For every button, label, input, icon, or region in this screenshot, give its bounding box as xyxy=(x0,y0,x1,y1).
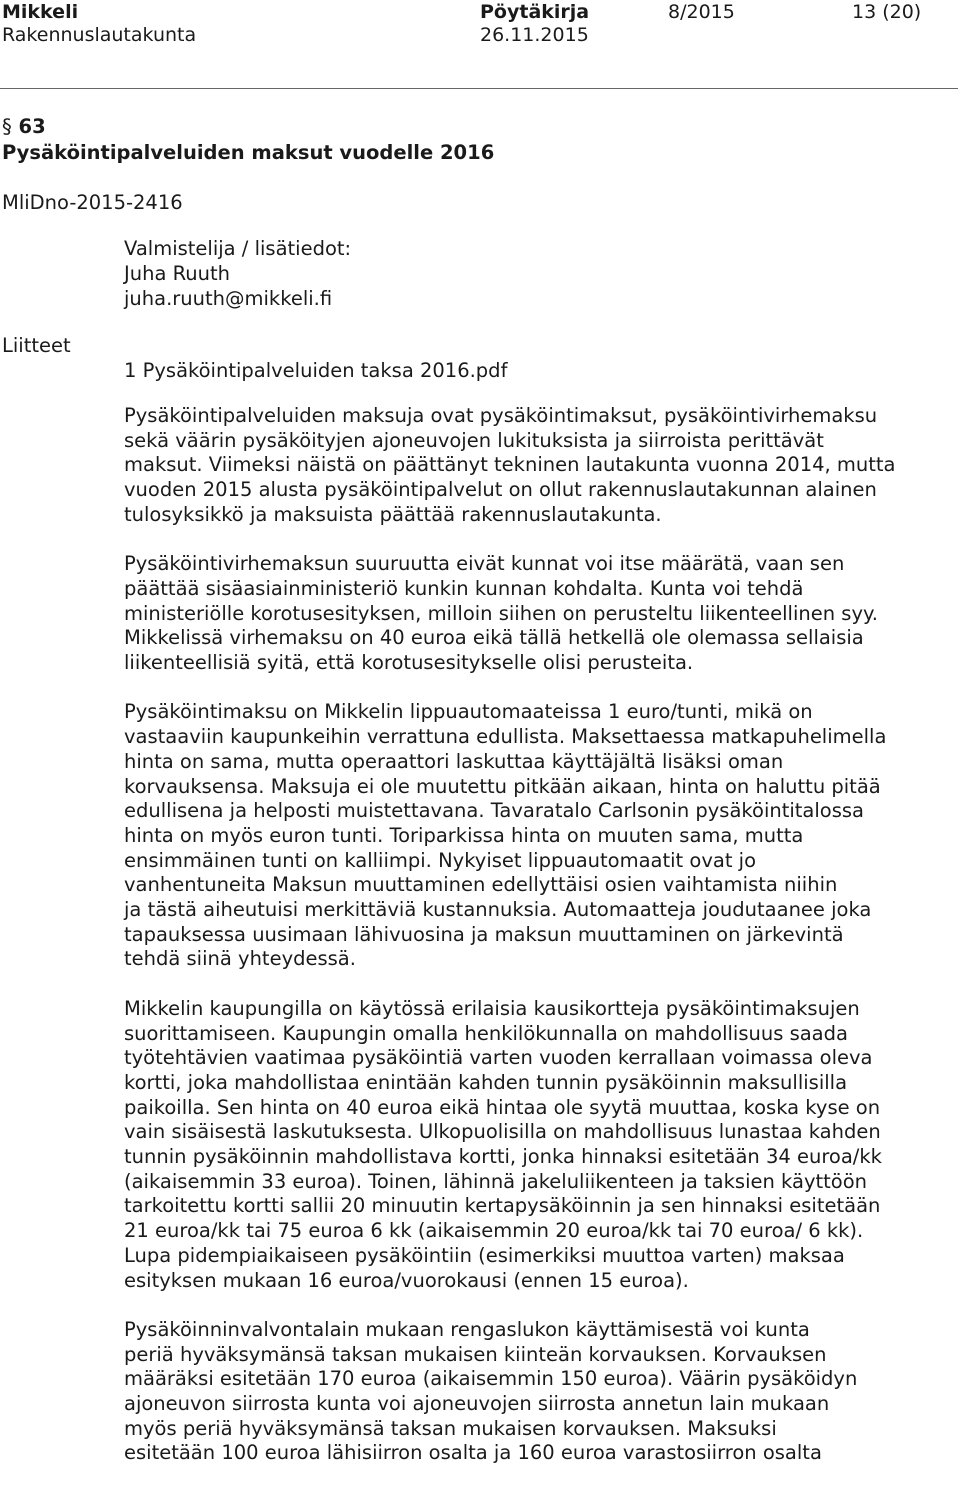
paragraph-line: tapauksessa uusimaan lähivuosina ja maksun muuttaminen on järkevintä xyxy=(124,922,844,946)
paragraph-line: suorittamiseen. Kaupungin omalla henkilökunnalla on mahdollisuus saada xyxy=(124,1021,848,1045)
paragraph-line: myös periä hyväksymänsä taksan mukaisen korvauksen. Maksuksi xyxy=(124,1416,777,1440)
paragraph-line: Pysäköintipalveluiden maksuja ovat pysäköintimaksut, pysäköintivirhemaksu xyxy=(124,404,878,427)
preparer-email: juha.ruuth@mikkeli.fi xyxy=(124,287,333,310)
paragraph-line: hinta on myös euron tunti. Toriparkissa hinta on muuten sama, mutta xyxy=(124,823,804,847)
section-number: 63 xyxy=(18,115,46,138)
paragraph-line: korvauksensa. Maksuja ei ole muutettu pitkään aikaan, hinta on haluttu pitää xyxy=(124,774,881,798)
paragraph-line: vain sisäisestä laskutuksesta. Ulkopuolisilla on mahdollisuus lunastaa kahden xyxy=(124,1120,881,1144)
paragraph-line: Pysäköinninvalvontalain mukaan rengaslukon käyttämisestä voi kunta xyxy=(124,1317,810,1341)
body-text xyxy=(124,404,914,1491)
paragraph-line: tehdä siinä yhteydessä. xyxy=(124,947,356,971)
paragraph-line: Pysäköintimaksu on Mikkelin lippuautomaateissa 1 euro/tunti, mikä on xyxy=(124,700,813,724)
paragraph-line: tulosyksikkö ja maksuista päättää rakennuslautakunta. xyxy=(124,502,662,526)
paragraph xyxy=(124,1318,914,1466)
paragraph-line: sekä väärin pysäköityjen ajoneuvojen lukituksista ja siirroista perittävät xyxy=(124,428,824,452)
org-name: Mikkeli xyxy=(2,1,79,23)
paragraph-line: Mikkelin kaupungilla on käytössä erilaisia kausikortteja pysäköintimaksujen xyxy=(124,996,860,1020)
paragraph-line: vuoden 2015 alusta pysäköintipalvelut on ollut rakennuslautakunnan alainen xyxy=(124,478,877,502)
paragraph-line: hinta on sama, mutta operaattori laskuttaa käyttäjältä lisäksi oman xyxy=(124,749,784,773)
paragraph-line: vastaaviin kaupunkeihin verrattuna edullista. Maksettaessa matkapuhelimella xyxy=(124,725,887,749)
paragraph-line: esityksen mukaan 16 euroa/vuorokausi (ennen 15 euroa). xyxy=(124,1268,689,1292)
document-number: 8/2015 xyxy=(668,1,735,23)
paragraph-line: tarkoitettu kortti sallii 20 minuutin kertapysäköinnin ja sen hinnaksi esitetään xyxy=(124,1194,881,1218)
paragraph-line: ja tästä aiheutuisi merkittäviä kustannuksia. Automaatteja joudutaanee joka xyxy=(124,898,872,922)
page-number: 13 (20) xyxy=(852,1,922,23)
paragraph-line: ensimmäinen tunti on kalliimpi. Nykyiset lippuautomaatit ovat jo xyxy=(124,848,757,872)
paragraph-line: periä hyväksymänsä taksan mukaisen kiinteän korvauksen. Korvauksen xyxy=(124,1342,827,1366)
attachment-item[interactable]: 1 Pysäköintipalveluiden taksa 2016.pdf xyxy=(124,359,508,382)
paragraph xyxy=(124,404,914,528)
paragraph xyxy=(124,552,914,676)
paragraph-line: tunnin pysäköinnin mahdollistava kortti, jonka hinnaksi esitetään 34 euroa/kk xyxy=(124,1145,882,1169)
paragraph-line: ajoneuvon siirrosta kunta voi ajoneuvojen siirrosta annetun lain mukaan xyxy=(124,1392,830,1416)
paragraph-line: 21 euroa/kk tai 75 euroa 6 kk (aikaisemmin 20 euroa/kk tai 70 euroa/ 6 kk). xyxy=(124,1219,864,1243)
paragraph-line: (aikaisemmin 33 euroa). Toinen, lähinnä jakeluliikenteen ja taksien käyttöön xyxy=(124,1169,867,1193)
preparer-label: Valmistelija / lisätiedot: xyxy=(124,237,352,260)
preparer-name: Juha Ruuth xyxy=(124,262,231,285)
paragraph-line: kortti, joka mahdollistaa enintään kahden tunnin pysäköinnin maksullisilla xyxy=(124,1070,848,1094)
paragraph-line: Pysäköintivirhemaksun suuruutta eivät kunnat voi itse määrätä, vaan sen xyxy=(124,552,845,576)
paragraph xyxy=(124,700,914,972)
paragraph-line: Mikkelissä virhemaksu on 40 euroa eikä tällä hetkellä ole olemassa sellaisia xyxy=(124,626,864,650)
paragraph-line: paikoilla. Sen hinta on 40 euroa eikä hintaa ole syytä muuttaa, koska kyse on xyxy=(124,1095,881,1119)
paragraph xyxy=(124,997,914,1293)
section-heading xyxy=(2,114,494,166)
paragraph-line: työtehtävien vaatimaa pysäköintiä varten vuoden kerrallaan voimassa oleva xyxy=(124,1046,873,1070)
meeting-date: 26.11.2015 xyxy=(480,24,589,46)
paragraph-line: esitetään 100 euroa lähisiirron osalta ja 160 euroa varastosiirron osalta xyxy=(124,1441,822,1465)
document-type: Pöytäkirja xyxy=(480,1,590,23)
paragraph-line: Lupa pidempiaikaiseen pysäköintiin (esimerkiksi muuttoa varten) maksaa xyxy=(124,1243,845,1267)
section-symbol: § xyxy=(2,115,12,138)
paragraph-line: määräksi esitetään 170 euroa (aikaisemmin 150 euroa). Väärin pysäköidyn xyxy=(124,1367,858,1391)
section-title: Pysäköintipalveluiden maksut vuodelle 2016 xyxy=(2,141,495,164)
paragraph-line: edullisena ja helposti muistettavana. Tavaratalo Carlsonin pysäköintitalossa xyxy=(124,799,864,823)
header-divider xyxy=(0,88,958,89)
paragraph-line: vanhentuneita Maksun muuttaminen edellyttäisi osien vaihtamista niihin xyxy=(124,873,838,897)
committee-name: Rakennuslautakunta xyxy=(2,24,197,46)
paragraph-line: ministeriölle korotusesityksen, milloin siihen on perusteltu liikenteellinen syy. xyxy=(124,601,878,625)
attachments-label: Liitteet xyxy=(2,334,71,357)
preparer-block xyxy=(124,236,351,311)
paragraph-line: liikenteellisiä syitä, että korotusesitykselle olisi perusteita. xyxy=(124,651,694,675)
paragraph-line: päättää sisäasiainministeriö kunkin kunnan kohdalta. Kunta voi tehdä xyxy=(124,576,804,600)
paragraph-line: maksut. Viimeksi näistä on päättänyt tekninen lautakunta vuonna 2014, mutta xyxy=(124,453,896,477)
diary-number: MliDno-2015-2416 xyxy=(2,191,183,214)
